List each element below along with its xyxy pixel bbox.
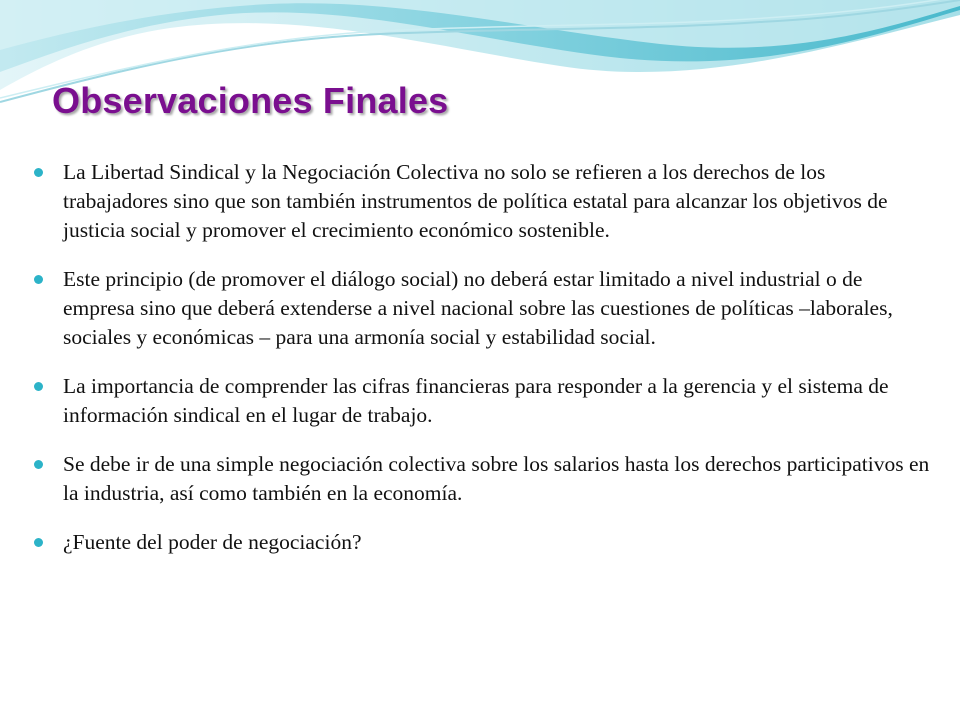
bullet-item	[34, 265, 934, 352]
bullet-text: Se debe ir de una simple negociación colectiva sobre los salarios hasta los derechos participativos en la industria, así como también en la economía.	[63, 452, 930, 505]
bullet-text: Este principio (de promover el diálogo social) no deberá estar limitado a nivel industrial o de empresa sino que deberá extenderse a nivel nacional sobre las cuestiones de políticas –laborales, sociales y económicas – para una armonía social y estabilidad social.	[63, 267, 893, 349]
bullet-dot-icon	[34, 460, 43, 469]
slide-title: Observaciones Finales	[52, 80, 449, 121]
bullet-dot-icon	[34, 168, 43, 177]
bullet-text: La Libertad Sindical y la Negociación Colectiva no solo se refieren a los derechos de los trabajadores sino que son también instrumentos de política estatal para alcanzar los objetivos de justicia social y promover el crecimiento económico sostenible.	[63, 160, 888, 242]
bullet-item	[34, 528, 934, 557]
bullet-item	[34, 450, 934, 508]
bullet-dot-icon	[34, 275, 43, 284]
bullet-text: La importancia de comprender las cifras financieras para responder a la gerencia y el sistema de información sindical en el lugar de trabajo.	[63, 374, 889, 427]
bullet-dot-icon	[34, 538, 43, 547]
bullet-text: ¿Fuente del poder de negociación?	[63, 530, 362, 554]
bullet-dot-icon	[34, 382, 43, 391]
bullet-item	[34, 158, 934, 245]
bullet-list	[34, 158, 934, 577]
bullet-item	[34, 372, 934, 430]
